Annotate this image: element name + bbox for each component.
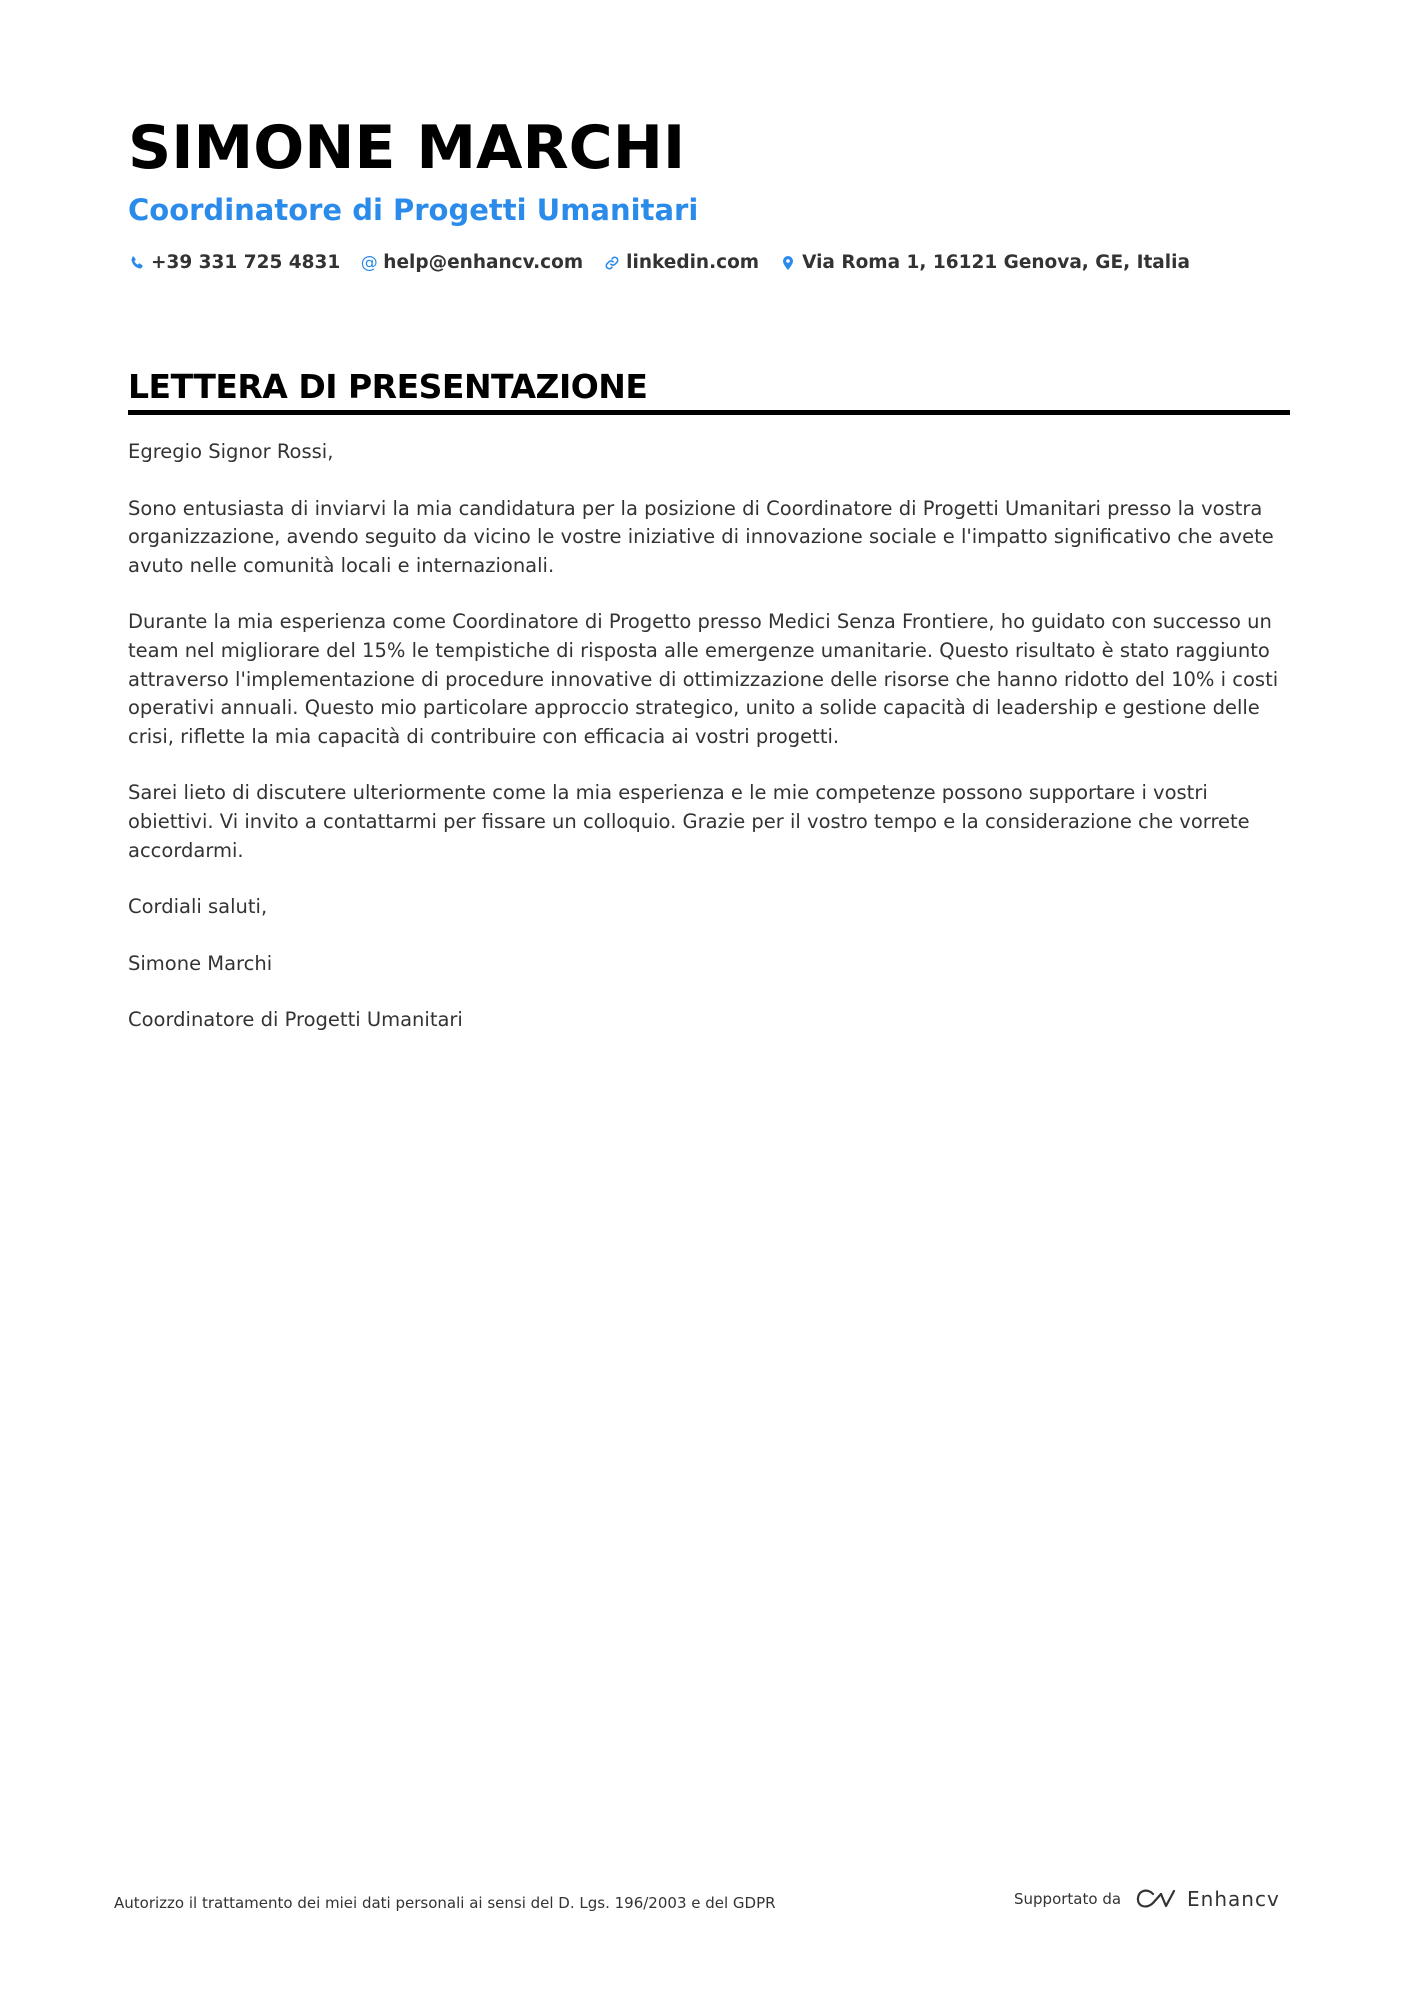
salutation: Egregio Signor Rossi, bbox=[128, 440, 334, 463]
contact-email bbox=[360, 252, 583, 273]
contact-address bbox=[779, 252, 1190, 273]
candidate-title: Coordinatore di Progetti Umanitari bbox=[128, 193, 699, 227]
signature-name: Simone Marchi bbox=[128, 951, 273, 975]
linkedin-text[interactable]: linkedin.com bbox=[626, 252, 760, 273]
powered-by-label: Supportato da bbox=[1014, 1890, 1122, 1908]
candidate-name: SIMONE MARCHI bbox=[128, 113, 686, 183]
enhancv-logo-icon bbox=[1133, 1886, 1179, 1912]
letter-paragraph: Sono entusiasta di inviarvi la mia candidatura per la posizione di Coordinatore di Progetti Umanitari presso la vostra organizzazione, avendo seguito da vicino le vostre iniziative di innovazione sociale e l'impatto significativo che avete avuto nelle comunità locali e internazionali. bbox=[128, 496, 1274, 577]
section-divider bbox=[128, 410, 1290, 415]
phone-text[interactable]: +39 331 725 4831 bbox=[151, 252, 341, 273]
address-text: Via Roma 1, 16121 Genova, GE, Italia bbox=[802, 252, 1190, 273]
powered-by[interactable] bbox=[1014, 1886, 1280, 1912]
consent-footer: Autorizzo il trattamento dei miei dati personali ai sensi del D. Lgs. 196/2003 e del GDPR bbox=[114, 1894, 776, 1912]
contact-linkedin bbox=[603, 252, 759, 273]
email-text[interactable]: help@enhancv.com bbox=[383, 252, 584, 273]
letter-paragraph: Durante la mia esperienza come Coordinatore di Progetto presso Medici Senza Frontiere, ho guidato con successo un team nel migliorare del 15% le tempistiche di risposta alle emergenze umanitarie. Questo risultato è stato raggiunto attraverso l'implementazione di procedure innovative di ottimizzazione delle risorse che hanno ridotto del 10% i costi operativi annuali. Questo mio particolare approccio strategico, unito a solide capacità di leadership e gestione delle crisi, riflette la mia capacità di contribuire con efficacia ai vostri progetti. bbox=[128, 610, 1279, 748]
enhancv-brand: Enhancv bbox=[1187, 1887, 1280, 1911]
phone-icon bbox=[128, 254, 146, 272]
link-icon bbox=[603, 254, 621, 272]
signature-title: Coordinatore di Progetti Umanitari bbox=[128, 1008, 463, 1032]
at-icon: @ bbox=[360, 252, 378, 273]
closing: Cordiali saluti, bbox=[128, 895, 268, 919]
contact-bar bbox=[128, 252, 1210, 273]
letter-paragraph: Sarei lieto di discutere ulteriormente come la mia esperienza e le mie competenze possono supportare i vostri obiettivi. Vi invito a contattarmi per fissare un colloquio. Grazie per il vostro tempo e la considerazione che vorrete accordarmi. bbox=[128, 781, 1250, 862]
letter-body bbox=[128, 438, 1290, 1063]
section-title: LETTERA DI PRESENTAZIONE bbox=[128, 367, 648, 406]
location-pin-icon bbox=[779, 254, 797, 272]
contact-phone bbox=[128, 252, 340, 273]
